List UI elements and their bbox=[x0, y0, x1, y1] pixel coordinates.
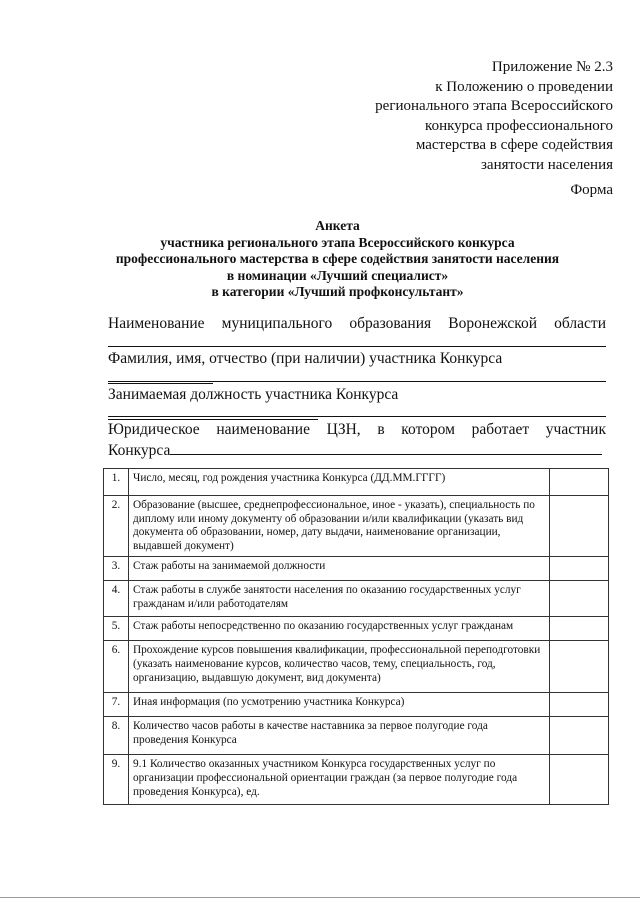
row-text: 9.1 Количество оказанных участником Конкурса государственных услуг по организации профессиональной ориентации граждан (за первое полугодие года проведения Конкурса), ед. bbox=[129, 755, 550, 805]
row-value-cell[interactable] bbox=[550, 641, 609, 693]
row-number: 1. bbox=[104, 469, 129, 496]
form-label: Форма bbox=[570, 182, 613, 198]
municipality-field[interactable] bbox=[108, 314, 606, 334]
row-number: 6. bbox=[104, 641, 129, 693]
row-value-cell[interactable] bbox=[550, 557, 609, 581]
appendix-line: к Положению о проведении bbox=[435, 78, 613, 95]
row-value-cell[interactable] bbox=[550, 581, 609, 617]
fio-underline bbox=[108, 381, 606, 382]
appendix-line: регионального этапа Всероссийского bbox=[375, 98, 613, 115]
czn-field[interactable] bbox=[108, 420, 606, 461]
title-line: участника регионального этапа Всероссийского конкурса bbox=[160, 234, 515, 250]
row-value-cell[interactable] bbox=[550, 717, 609, 755]
row-value-cell[interactable] bbox=[550, 617, 609, 641]
czn-label-line1: Юридическое наименование ЦЗН, в котором работает участник bbox=[108, 421, 606, 438]
appendix-line: мастерства в сфере содействия bbox=[415, 137, 613, 154]
row-text: Образование (высшее, среднепрофессиональное, иное - указать), специальность по диплому или иному документу об образовании и/или квалификации (указать вид документа об образовании, номер, дату выдачи, наименование организации, выдавшей документ) bbox=[129, 496, 550, 557]
row-number: 5. bbox=[104, 617, 129, 641]
row-number: 9. bbox=[104, 755, 129, 805]
row-text: Иная информация (по усмотрению участника Конкурса) bbox=[129, 693, 550, 717]
fio-label: Фамилия, имя, отчество (при наличии) участника Конкурса bbox=[108, 350, 503, 367]
title-line: в категории «Лучший профконсультант» bbox=[211, 284, 464, 299]
row-number: 7. bbox=[104, 693, 129, 717]
row-number: 8. bbox=[104, 717, 129, 755]
row-value-cell[interactable] bbox=[550, 693, 609, 717]
page-bottom-edge bbox=[0, 897, 640, 898]
row-text: Стаж работы непосредственно по оказанию государственных услуг гражданам bbox=[129, 617, 550, 641]
czn-label-line2-wrap bbox=[108, 440, 606, 461]
table-row bbox=[104, 496, 609, 557]
row-value-cell[interactable] bbox=[550, 755, 609, 805]
row-number: 4. bbox=[104, 581, 129, 617]
questionnaire-table bbox=[103, 468, 609, 805]
municipality-label: Наименование муниципального образования Воронежской области bbox=[108, 315, 606, 332]
row-value-cell[interactable] bbox=[550, 496, 609, 557]
appendix-line: конкурса профессионального bbox=[425, 117, 613, 134]
table-row bbox=[104, 693, 609, 717]
table-row bbox=[104, 557, 609, 581]
position-blank bbox=[108, 405, 318, 420]
row-text: Стаж работы в службе занятости населения по оказанию государственных услуг гражданам и/или работодателям bbox=[129, 581, 550, 617]
czn-label-line2: Конкурса bbox=[108, 442, 171, 459]
title-line: профессионального мастерства в сфере содействия занятости населения bbox=[115, 251, 560, 266]
table-row bbox=[104, 617, 609, 641]
table-row bbox=[104, 717, 609, 755]
appendix-header bbox=[375, 58, 613, 176]
row-number: 2. bbox=[104, 496, 129, 557]
row-text: Количество часов работы в качестве наставника за первое полугодие года проведения Конкурса bbox=[129, 717, 550, 755]
row-text: Стаж работы на занимаемой должности bbox=[129, 557, 550, 581]
table-row bbox=[104, 641, 609, 693]
fio-field[interactable] bbox=[108, 349, 606, 390]
row-text: Прохождение курсов повышения квалификации, профессиональной переподготовки (указать наименование курсов, количество часов, тему, специальность, год, организацию, выдавшую документ, вид документа) bbox=[129, 641, 550, 693]
title-line: Анкета bbox=[315, 218, 360, 233]
table-row bbox=[104, 469, 609, 496]
czn-blank bbox=[170, 440, 602, 455]
table-row bbox=[104, 581, 609, 617]
table-row bbox=[104, 755, 609, 805]
title-line: в номинации «Лучший специалист» bbox=[226, 267, 449, 283]
document-title bbox=[60, 218, 615, 301]
row-text: Число, месяц, год рождения участника Конкурса (ДД.ММ.ГГГГ) bbox=[129, 469, 550, 496]
municipality-underline bbox=[108, 346, 606, 347]
row-value-cell[interactable] bbox=[550, 469, 609, 496]
appendix-line: занятости населения bbox=[480, 156, 613, 173]
position-label: Занимаемая должность участника Конкурса bbox=[108, 386, 399, 403]
appendix-line: Приложение № 2.3 bbox=[491, 59, 613, 75]
position-underline bbox=[108, 416, 606, 417]
row-number: 3. bbox=[104, 557, 129, 581]
